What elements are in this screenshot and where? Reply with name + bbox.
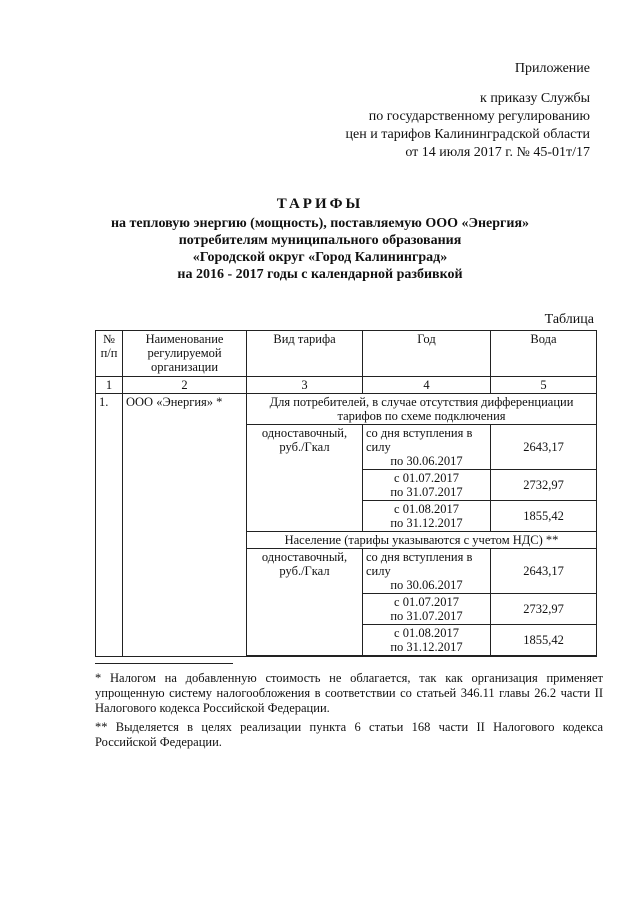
- period-start: с 01.08.2017: [394, 502, 459, 516]
- water-value: 2643,17: [491, 425, 597, 470]
- period-end: по 31.07.2017: [390, 609, 463, 623]
- col-num-5: 5: [491, 377, 597, 394]
- column-number-row: [96, 377, 597, 394]
- header-water: Вода: [491, 331, 597, 377]
- appendix-block: [300, 60, 590, 162]
- header-year: Год: [363, 331, 491, 377]
- document-title: [60, 196, 580, 283]
- footnote-divider: [95, 663, 233, 664]
- period-cell: [363, 625, 491, 656]
- table-row: [96, 394, 597, 425]
- appendix-region: цен и тарифов Калининградской области: [345, 127, 590, 142]
- water-value: 1855,42: [491, 625, 597, 656]
- period-start: со дня вступления в силу: [366, 426, 473, 454]
- period-cell: [363, 425, 491, 470]
- section-header-population: Население (тарифы указываются с учетом НДС) **: [247, 532, 597, 549]
- period-cell: [363, 549, 491, 594]
- spacer-cell: [247, 656, 597, 657]
- period-start: с 01.07.2017: [394, 595, 459, 609]
- table-header-row: [96, 331, 597, 377]
- period-cell: [363, 594, 491, 625]
- col-num-3: 3: [247, 377, 363, 394]
- org-name: ООО «Энергия» *: [123, 394, 247, 657]
- appendix-order: к приказу Службы: [480, 91, 590, 106]
- water-value: 2732,97: [491, 594, 597, 625]
- header-num: № п/п: [96, 331, 123, 377]
- header-type: Вид тарифа: [247, 331, 363, 377]
- title-line-1: на тепловую энергию (мощность), поставляемую ООО «Энергия»: [110, 216, 530, 231]
- period-end: по 31.12.2017: [390, 516, 463, 530]
- title-main: ТАРИФЫ: [276, 196, 364, 212]
- appendix-title: Приложение: [514, 61, 590, 76]
- period-end: по 30.06.2017: [390, 454, 463, 468]
- period-start: со дня вступления в силу: [366, 550, 473, 578]
- period-end: по 31.12.2017: [390, 640, 463, 654]
- title-line-3: «Городской округ «Город Калининград»: [192, 250, 448, 265]
- col-num-4: 4: [363, 377, 491, 394]
- tariff-table: [95, 330, 597, 657]
- footnote-2: ** Выделяется в целях реализации пункта 6 статьи 168 части II Налогового кодекса Российской Федерации.: [95, 720, 603, 749]
- title-line-4: на 2016 - 2017 годы с календарной разбивкой: [177, 267, 463, 282]
- col-num-2: 2: [123, 377, 247, 394]
- appendix-date: от 14 июля 2017 г. № 45-01т/17: [405, 145, 590, 160]
- tariff-type: одноставочный, руб./Гкал: [247, 425, 363, 532]
- footnotes: [95, 671, 603, 754]
- period-start: с 01.07.2017: [394, 471, 459, 485]
- title-line-2: потребителям муниципального образования: [178, 233, 462, 248]
- header-org: Наименование регулируемой организации: [123, 331, 247, 377]
- water-value: 2643,17: [491, 549, 597, 594]
- footnote-1: * Налогом на добавленную стоимость не облагается, так как организация применяет упрощенную систему налогообложения в соответствии со статьей 346.11 главы 26.2 части II Налогового кодекса Российской Федерации.: [95, 671, 603, 715]
- period-cell: [363, 470, 491, 501]
- water-value: 1855,42: [491, 501, 597, 532]
- tariff-type: одноставочный, руб./Гкал: [247, 549, 363, 656]
- table-label: Таблица: [544, 312, 594, 327]
- period-end: по 30.06.2017: [390, 578, 463, 592]
- appendix-service: по государственному регулированию: [368, 109, 590, 124]
- row-number: 1.: [96, 394, 123, 657]
- col-num-1: 1: [96, 377, 123, 394]
- period-cell: [363, 501, 491, 532]
- period-end: по 31.07.2017: [390, 485, 463, 499]
- section-header-consumers: Для потребителей, в случае отсутствия дифференциации тарифов по схеме подключения: [247, 394, 597, 425]
- period-start: с 01.08.2017: [394, 626, 459, 640]
- water-value: 2732,97: [491, 470, 597, 501]
